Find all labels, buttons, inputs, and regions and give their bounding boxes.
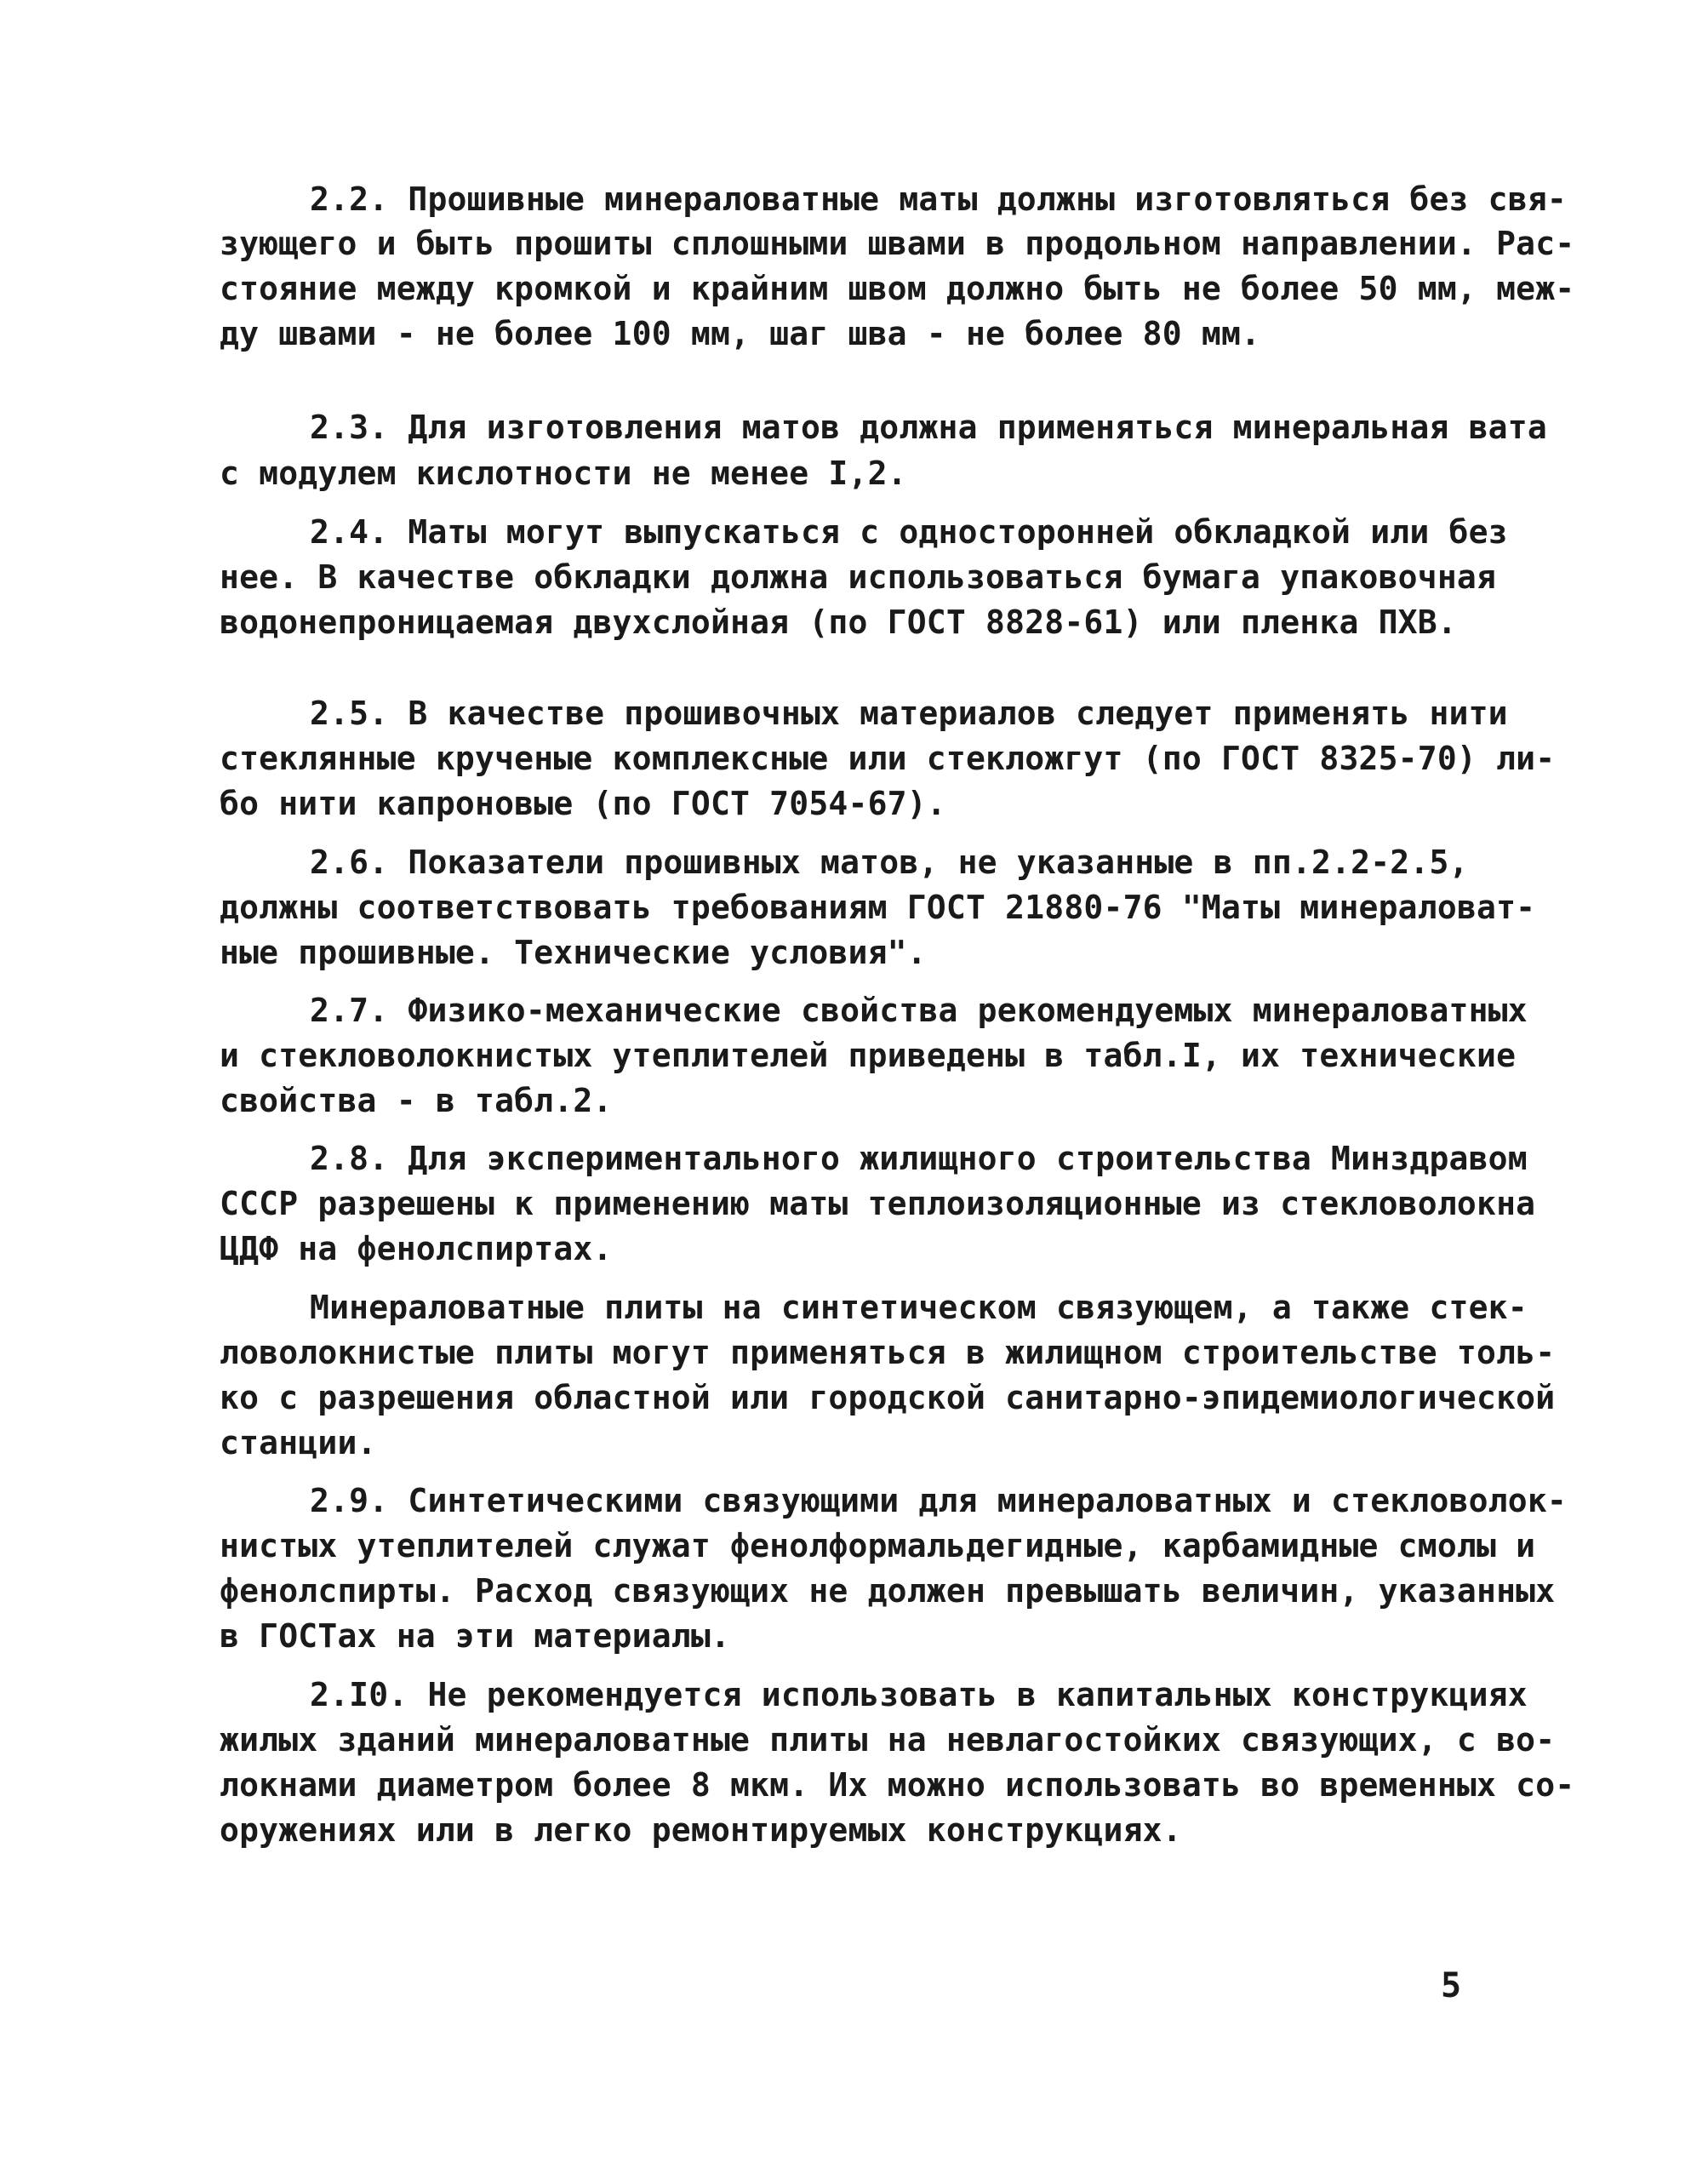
paragraph-2-6-line-3: ные прошивные. Технические условия".: [220, 934, 927, 971]
page-number: 5: [1441, 1966, 1462, 2005]
paragraph-2-8b-line-2: ловолокнистые плиты могут применяться в жилищном строительстве толь-: [220, 1334, 1556, 1371]
paragraph-2-4-line-3: водонепроницаемая двухслойная (по ГОСТ 8828-61) или пленка ПХВ.: [220, 603, 1457, 641]
paragraph-2-10-line-2: жилых зданий минераловатные плиты на невлагостойких связующих, с во-: [220, 1721, 1556, 1759]
paragraph-2-2-line-1: 2.2. Прошивные минераловатные маты должны изготовляться без свя-: [310, 180, 1567, 218]
paragraph-2-8-line-1: 2.8. Для экспериментального жилищного строительства Минздравом: [310, 1140, 1528, 1177]
paragraph-2-2-line-2: зующего и быть прошиты сплошными швами в продольном направлении. Рас-: [220, 225, 1575, 262]
paragraph-2-4-line-2: нее. В качестве обкладки должна использоваться бумага упаковочная: [220, 558, 1497, 596]
paragraph-2-8-line-2: СССР разрешены к применению маты теплоизоляционные из стекловолокна: [220, 1185, 1536, 1222]
paragraph-2-6-line-1: 2.6. Показатели прошивных матов, не указанные в пп.2.2-2.5,: [310, 844, 1469, 881]
paragraph-2-5-line-3: бо нити капроновые (по ГОСТ 7054-67).: [220, 785, 946, 822]
paragraph-2-2-line-3: стояние между кромкой и крайним швом должно быть не более 50 мм, меж-: [220, 270, 1575, 307]
paragraph-2-9-line-3: фенолспирты. Расход связующих не должен превышать величин, указанных: [220, 1572, 1556, 1610]
paragraph-2-9-line-4: в ГОСТах на эти материалы.: [220, 1617, 731, 1655]
paragraph-2-3-line-2: с модулем кислотности не менее I,2.: [220, 455, 907, 492]
paragraph-2-10-line-4: оружениях или в легко ремонтируемых конструкциях.: [220, 1811, 1182, 1849]
paragraph-2-9-line-1: 2.9. Синтетическими связующими для минераловатных и стекловолок-: [310, 1482, 1567, 1519]
paragraph-2-8b-line-1: Минераловатные плиты на синтетическом связующем, а также стек-: [310, 1289, 1528, 1326]
paragraph-2-8b-line-3: ко с разрешения областной или городской санитарно-эпидемиологической: [220, 1379, 1556, 1416]
paragraph-2-4-line-1: 2.4. Маты могут выпускаться с односторонней обкладкой или без: [310, 513, 1508, 551]
paragraph-2-8-line-3: ЦДФ на фенолспиртах.: [220, 1230, 613, 1267]
paragraph-2-5-line-2: стеклянные крученые комплексные или стекложгут (по ГОСТ 8325-70) ли-: [220, 740, 1556, 777]
paragraph-2-10-line-1: 2.I0. Не рекомендуется использовать в капитальных конструкциях: [310, 1676, 1528, 1713]
paragraph-2-8b-line-4: станции.: [220, 1424, 377, 1461]
paragraph-2-10-line-3: локнами диаметром более 8 мкм. Их можно использовать во временных со-: [220, 1766, 1575, 1804]
paragraph-2-7-line-3: свойства - в табл.2.: [220, 1082, 613, 1119]
paragraph-2-3-line-1: 2.3. Для изготовления матов должна применяться минеральная вата: [310, 409, 1547, 446]
paragraph-2-7-line-1: 2.7. Физико-механические свойства рекомендуемых минераловатных: [310, 992, 1528, 1029]
paragraph-2-7-line-2: и стекловолокнистых утеплителей приведены в табл.I, их технические: [220, 1037, 1517, 1074]
paragraph-2-2-line-4: ду швами - не более 100 мм, шаг шва - не более 80 мм.: [220, 315, 1261, 352]
paragraph-2-9-line-2: нистых утеплителей служат фенолформальдегидные, карбамидные смолы и: [220, 1527, 1536, 1564]
paragraph-2-5-line-1: 2.5. В качестве прошивочных материалов следует применять нити: [310, 695, 1508, 732]
paragraph-2-6-line-2: должны соответствовать требованиям ГОСТ 21880-76 "Маты минераловат-: [220, 889, 1536, 926]
